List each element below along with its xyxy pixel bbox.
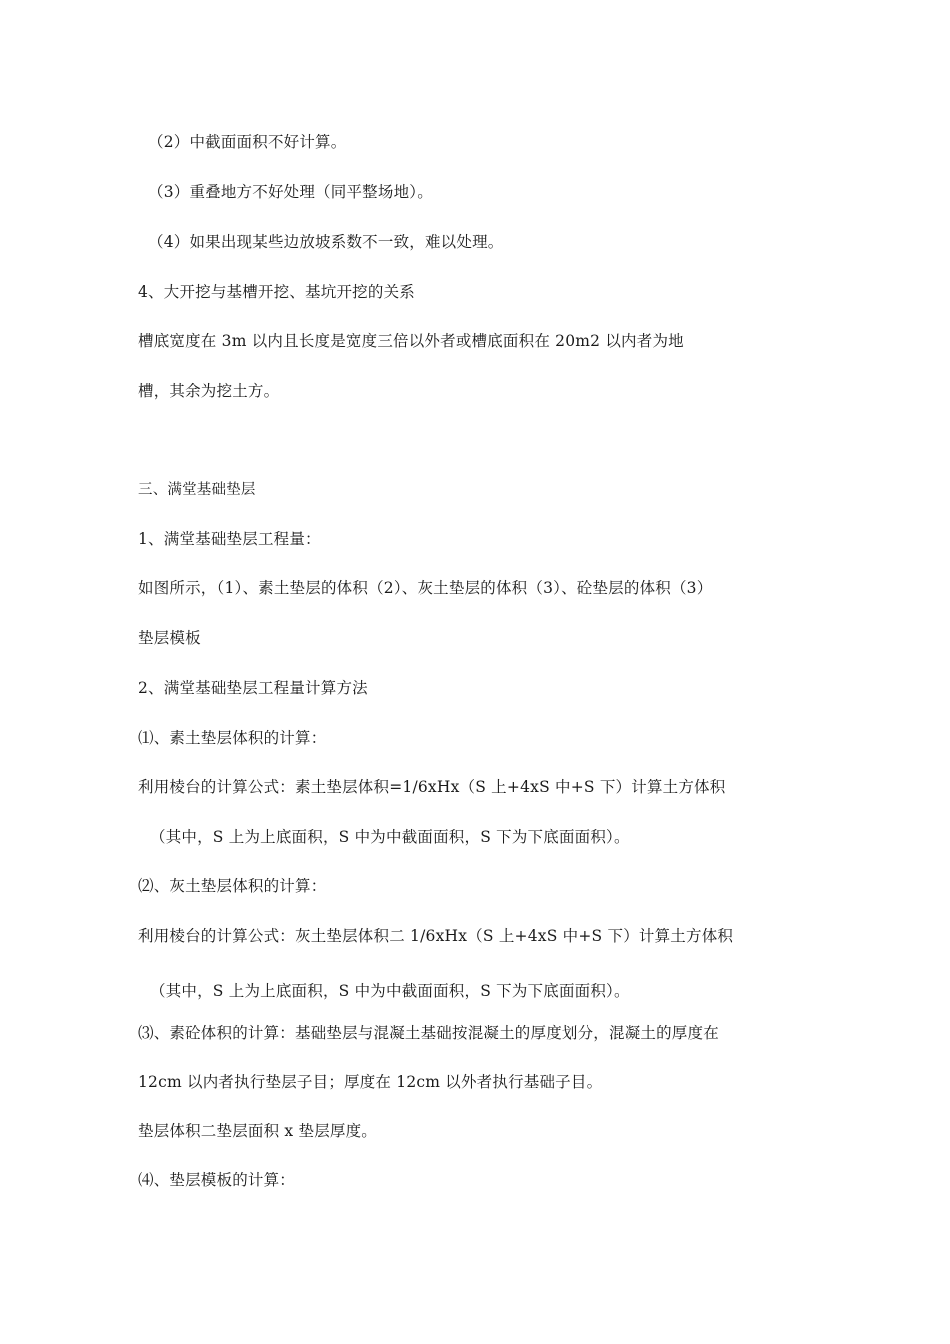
chapter-heading-3: 三、满堂基础垫层 bbox=[138, 482, 256, 498]
subsection-heading-4: ⑷、垫层模板的计算： bbox=[138, 1171, 296, 1189]
formula-line: 垫层体积二垫层面积 x 垫层厚度。 bbox=[138, 1122, 377, 1140]
paragraph-line: 槽底宽度在 3m 以内且长度是宽度三倍以外者或槽底面积在 20m2 以内者为地 bbox=[138, 332, 684, 350]
paragraph-line: 如图所示，（1）、素土垫层的体积（2）、灰土垫层的体积（3）、砼垫层的体积（3） bbox=[138, 579, 713, 597]
list-item-3-text: （3）重叠地方不好处理（同平整场地）。 bbox=[148, 183, 433, 201]
list-item-4-text: （4）如果出现某些边放坡系数不一致，难以处理。 bbox=[148, 233, 504, 251]
subsection-heading-1: ⑴、素土垫层体积的计算： bbox=[138, 729, 327, 747]
formula-line: 利用棱台的计算公式：灰土垫层体积二 1/6xHx（S 上+4xS 中+S 下）计算土方体积 bbox=[138, 927, 734, 945]
list-item-2-text: （2）中截面面积不好计算。 bbox=[148, 133, 347, 151]
subsection-heading-3: ⑶、素砼体积的计算：基础垫层与混凝土基础按混凝土的厚度划分，混凝土的厚度在 bbox=[138, 1024, 719, 1042]
formula-note-line: （其中，S 上为上底面积，S 中为中截面面积，S 下为下底面面积）。 bbox=[150, 982, 630, 1000]
formula-line: 利用棱台的计算公式：素土垫层体积=1/6xHx（S 上+4xS 中+S 下）计算土方体积 bbox=[138, 778, 726, 796]
section-heading-1: 1、满堂基础垫层工程量： bbox=[138, 530, 321, 548]
subsection-heading-2: ⑵、灰土垫层体积的计算： bbox=[138, 877, 327, 895]
paragraph-line: 12cm 以内者执行垫层子目；厚度在 12cm 以外者执行基础子目。 bbox=[138, 1073, 603, 1091]
section-heading-4: 4、大开挖与基槽开挖、基坑开挖的关系 bbox=[138, 283, 415, 301]
formula-note-line: （其中，S 上为上底面积，S 中为中截面面积，S 下为下底面面积）。 bbox=[150, 828, 630, 846]
paragraph-line: 垫层模板 bbox=[138, 629, 201, 647]
section-heading-2: 2、满堂基础垫层工程量计算方法 bbox=[138, 679, 368, 697]
paragraph-line: 槽，其余为挖土方。 bbox=[138, 382, 280, 400]
